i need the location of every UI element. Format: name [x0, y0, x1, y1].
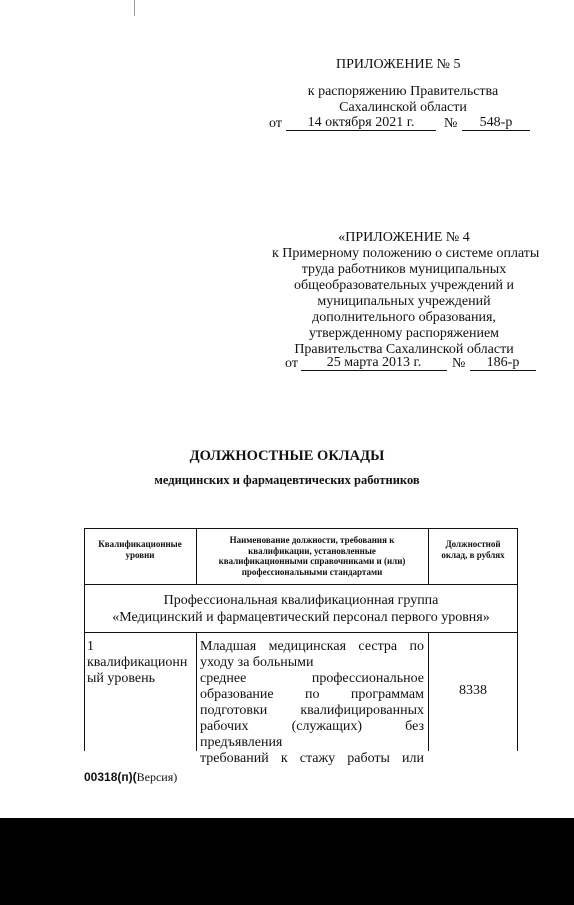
table-border [84, 528, 85, 751]
appendix4-line: труда работников муниципальных [301, 262, 507, 277]
appendix4-date: 25 марта 2013 г. [326, 355, 422, 370]
appendix5-heading: ПРИЛОЖЕНИЕ № 5 [336, 57, 461, 72]
document-footer [84, 770, 177, 785]
scan-mark [134, 0, 135, 16]
salary-cell: 8338 [459, 683, 487, 698]
appendix4-line: дополнительного образования, [312, 310, 496, 325]
header-position-requirements: Наименование должности, требования к квалификации, установленные квалификационными справочниками и (или) профессиональными стандартами [218, 535, 406, 577]
header-salary: Должностной оклад, в рублях [441, 539, 505, 560]
appendix4-line: к Примерному положению о системе оплаты [272, 246, 540, 261]
table-border [196, 528, 197, 584]
appendix4-number: 186-р [486, 355, 520, 370]
appendix4-line: Правительства Сахалинской области [294, 342, 514, 357]
table-border [84, 528, 518, 529]
description-cell: Младшая медицинская сестра по уходу за больными среднее профессиональное образование по программам подготовки квалифицированных рабочих (служащих) без предъявления требований к стажу работы или [200, 639, 424, 766]
appendix5-line1: к распоряжению Правительства [307, 84, 499, 99]
appendix4-heading: «ПРИЛОЖЕНИЕ № 4 [338, 230, 470, 245]
appendix5-date: 14 октября 2021 г. [307, 115, 415, 130]
appendix5-from-label: от [269, 116, 282, 131]
table-border [428, 632, 429, 751]
scan-bottom-band [0, 818, 574, 905]
appendix4-line: утвержденному распоряжением [308, 326, 500, 341]
document-code: 00318(п)( [84, 770, 137, 784]
header-qualification-levels: Квалификационные уровни [98, 539, 182, 560]
table-border [517, 528, 518, 751]
table-border [84, 632, 518, 633]
appendix4-line: муниципальных учреждений [317, 294, 491, 309]
document-version: Версия) [136, 770, 178, 784]
appendix5-num-label: № [444, 116, 458, 131]
group-row: Профессиональная квалификационная группа «Медицинский и фармацевтический персонал первого уровня» [112, 593, 490, 625]
table-border [428, 528, 429, 584]
document-title: ДОЛЖНОСТНЫЕ ОКЛАДЫ [189, 448, 385, 464]
appendix5-line2: Сахалинской области [339, 100, 467, 115]
appendix4-num-label: № [452, 356, 466, 371]
appendix4-from-label: от [285, 356, 298, 371]
table-border [196, 632, 197, 751]
appendix4-line: общеобразовательных учреждений и [293, 278, 514, 293]
level-cell: 1 квалификационн ый уровень [87, 639, 188, 686]
salary-table [84, 528, 518, 766]
table-border [84, 584, 518, 585]
document-subtitle: медицинских и фармацевтических работников [154, 473, 420, 487]
appendix5-number: 548-р [479, 115, 513, 130]
